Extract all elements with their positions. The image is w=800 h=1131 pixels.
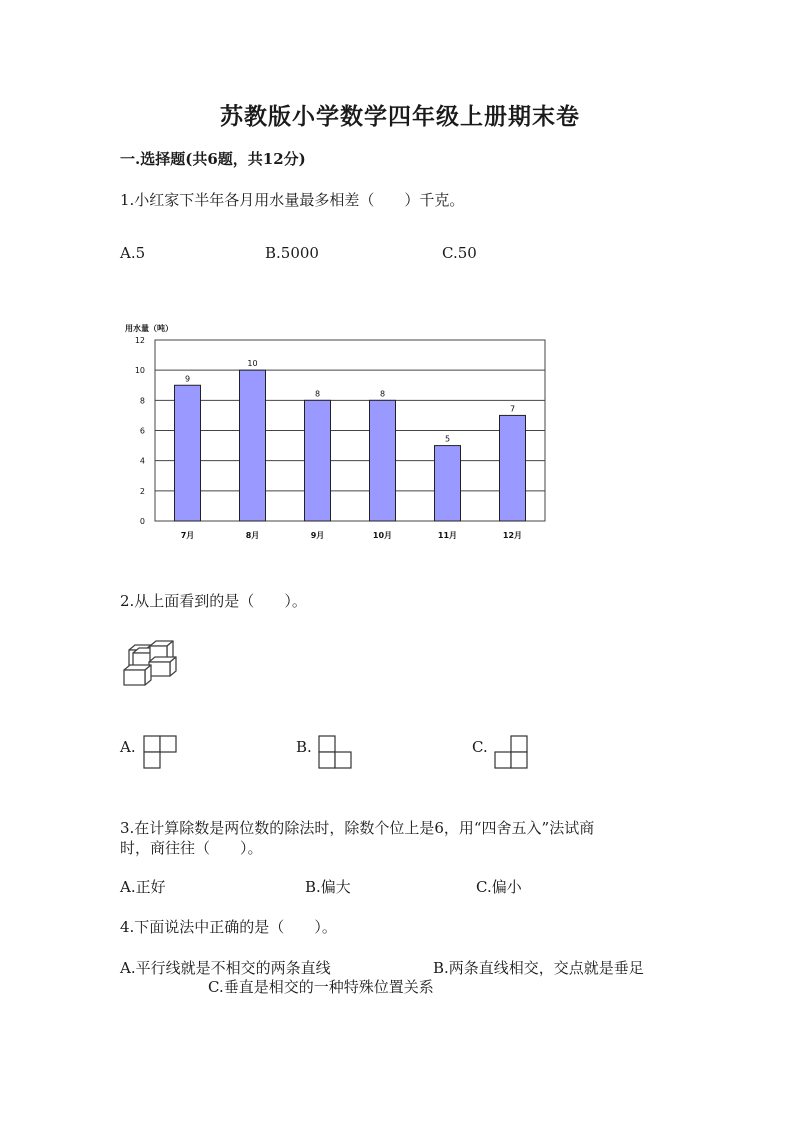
x-tick-label-11月: 11月 [437, 531, 458, 540]
x-tick-label-9月: 9月 [310, 531, 325, 540]
section-heading: 一.选择题(共6题，共12分) [120, 150, 306, 168]
question-1-stem: 1.小红家下半年各月用水量最多相差（ ）千克。 [120, 191, 465, 209]
y-tick-label-10: 10 [134, 366, 145, 376]
y-tick-label-2: 2 [139, 486, 145, 496]
x-tick-label-7月: 7月 [180, 531, 195, 540]
x-tick-label-8月: 8月 [245, 531, 260, 540]
question-3-stem-line-2: 时，商往往（ ）。 [120, 839, 263, 857]
data-label-9月: 8 [314, 389, 321, 399]
data-label-10月: 8 [379, 389, 386, 399]
question-1-option-c[interactable]: C.50 [442, 244, 477, 262]
question-2-stem: 2.从上面看到的是（ ）。 [120, 592, 307, 610]
question-3-option-a[interactable]: A.正好 [120, 878, 166, 896]
bar-8月 [240, 370, 266, 521]
data-label-7月: 9 [184, 374, 191, 384]
option-a-view-figure [143, 735, 177, 769]
question-1-option-a[interactable]: A.5 [120, 244, 146, 262]
question-2-option-c[interactable]: C. [472, 738, 488, 756]
question-4-option-a[interactable]: A.平行线就是不相交的两条直线 [120, 959, 331, 977]
bar-10月 [370, 400, 396, 521]
x-tick-label-10月: 10月 [372, 531, 393, 540]
x-tick-label-12月: 12月 [502, 531, 523, 540]
question-1-option-b[interactable]: B.5000 [265, 244, 319, 262]
question-4-option-b[interactable]: B.两条直线相交，交点就是垂足 [433, 959, 644, 977]
water-usage-bar-chart [110, 315, 560, 555]
bar-12月 [500, 415, 526, 521]
option-b-view-figure [318, 735, 352, 769]
cube-stack-figure [118, 640, 184, 690]
y-tick-label-0: 0 [139, 517, 145, 526]
question-2-option-b[interactable]: B. [296, 738, 312, 756]
bar-7月 [175, 385, 201, 521]
question-4-option-c[interactable]: C.垂直是相交的一种特殊位置关系 [208, 978, 434, 996]
question-3-option-b[interactable]: B.偏大 [305, 878, 351, 896]
bar-11月 [435, 446, 461, 521]
data-label-8月: 10 [247, 359, 258, 369]
data-label-12月: 7 [509, 404, 516, 414]
page-title: 苏教版小学数学四年级上册期末卷 [220, 103, 580, 130]
y-axis-title: 用水量（吨） [125, 324, 173, 333]
bar-9月 [305, 400, 331, 521]
y-tick-label-12: 12 [134, 336, 145, 345]
question-4-stem: 4.下面说法中正确的是（ ）。 [120, 918, 337, 936]
y-tick-label-4: 4 [139, 456, 145, 466]
question-3-option-c[interactable]: C.偏小 [476, 878, 522, 896]
y-tick-label-6: 6 [139, 426, 145, 436]
question-3-stem-line-1: 3.在计算除数是两位数的除法时，除数个位上是6，用“四舍五入”法试商 [120, 819, 595, 837]
option-c-view-figure [494, 735, 528, 769]
y-tick-label-8: 8 [139, 396, 145, 406]
data-label-11月: 5 [444, 434, 451, 444]
question-2-option-a[interactable]: A. [120, 738, 136, 756]
